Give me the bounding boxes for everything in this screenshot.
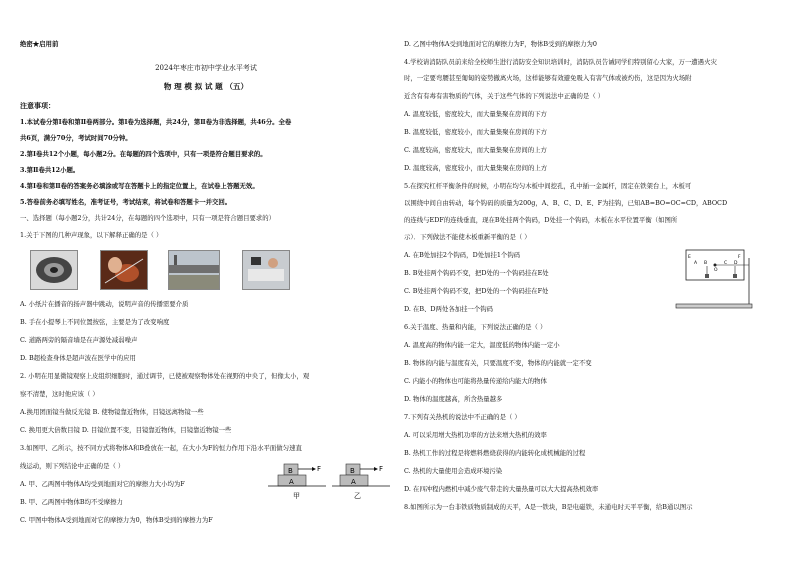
- q5-stem: 5.在探究杠杆平衡条件的时候，小明在均匀木板中间挖孔，孔中插一金属杆，固定在铁架台上，木板可: [404, 182, 692, 190]
- hook-label: D: [734, 261, 738, 266]
- q3-stem: 3.如图甲、乙所示，按不同方式将物体A和B叠放在一起，在大小为F的恒力作用下沿水平面做匀速直: [20, 444, 302, 452]
- q1-option-b: B. 手在小提琴上不同位置按弦，主要是为了改变响度: [20, 318, 170, 326]
- q5-stem: 以围绕中间自由转动，每个钩码的质量为200g，A、B、C、D、E、F为挂钩，已知AB=BO=OC=CD，ABOCD: [404, 199, 728, 207]
- q3-block-figure: [268, 458, 392, 502]
- label-jia: 甲: [293, 492, 300, 500]
- q1-option-c: C. 道路两旁的隔音墙是在声源处减弱噪声: [20, 336, 138, 344]
- q1-option-a: A. 小纸片在播音的扬声器中跳动，说明声音的传播需要介质: [20, 300, 189, 308]
- figure-yi: [332, 464, 390, 500]
- q3-option-d: D. 乙图中物体A受到地面对它的摩擦力为F，物体B受到的摩擦力为0: [404, 40, 597, 48]
- q4-stem: 4.学校请消防队员前来给全校师生进行消防安全知识培训时，消防队员告诫同学们特别留心大家，万一遭遇火灾: [404, 58, 717, 66]
- notes-heading: 注意事项：: [20, 101, 55, 110]
- q4-option-c: C. 温度较高，密度较大，而大量集聚在房间的上方: [404, 146, 547, 154]
- hook-label: B: [704, 261, 708, 266]
- q5-option-a: A. 在B处加挂2个钩码，D处加挂1个钩码: [404, 251, 521, 259]
- q3-option-b: B. 甲、乙两图中物体B均不受摩擦力: [20, 498, 123, 506]
- label-b: B: [288, 467, 293, 475]
- q6-option-a: A. 温度高的物体内能一定大，温度低的物体内能一定小: [404, 341, 560, 349]
- q2-stem: 2. 小明在用显微镜观察上皮组织细胞时，通过调节，已使被观察物体处在视野的中央了，但像太小，观: [20, 372, 310, 380]
- q6-option-c: C. 内能小的物体也可能将热量传递给内能大的物体: [404, 377, 547, 385]
- q4-option-d: D. 温度较高，密度较小，而大量集聚在房间的上方: [404, 164, 548, 172]
- q7-option-a: A. 可以采用增大热机功率的方法来增大热机的效率: [404, 431, 547, 439]
- note-line: 2.第Ⅰ卷共12个小题，每小题2分。在每题的四个选项中，只有一项是符合题目要求的。: [20, 150, 267, 158]
- q4-option-a: A. 温度较低，密度较大，而大量集聚在房间的下方: [404, 110, 547, 118]
- label-f: F: [379, 465, 384, 473]
- q5-option-d: D. 在B、D两处各加挂一个钩码: [404, 305, 494, 313]
- q5-option-b: B. B处挂两个钩码不变，把D处的一个钩码挂在E处: [404, 269, 549, 277]
- q3-option-c: C. 甲图中物体A受到地面对它的摩擦力为0，物体B受到的摩擦力为F: [20, 516, 213, 524]
- note-line: 4.第Ⅰ卷和第Ⅱ卷的答案务必填涂或写在答题卡上的指定位置上，在试卷上答题无效。: [20, 182, 259, 190]
- paper-title: 物 理 模 拟 试 题 （五）: [163, 82, 249, 91]
- q4-stem: 近含有有毒有害物质的气体，关于这些气体的下列说法中正确的是（ ）: [404, 92, 605, 100]
- q4-option-b: B. 温度较低，密度较小，而大量集聚在房间的下方: [404, 128, 547, 136]
- q5-lever-figure: [674, 244, 754, 312]
- label-a: A: [351, 478, 356, 486]
- speaker-photo: [30, 250, 78, 290]
- q4-stem: 时，一定要弯腰甚至匍匐的姿势撤离火场，这样能够有效避免吸入有害气体或被灼伤，这是因为火场附: [404, 74, 692, 82]
- label-b: B: [350, 467, 355, 475]
- q7-option-d: D. 在四冲程内燃机中减少废气带走的大量热量可以大大提高热机效率: [404, 485, 599, 493]
- hook-label: O: [714, 268, 718, 273]
- q7-stem: 7.下列有关热机的说法中不正确的是（ ）: [404, 413, 521, 421]
- q3-option-a: A. 甲、乙两图中物体A均受到地面对它的摩擦力大小均为F: [20, 480, 185, 488]
- hook-label: C: [724, 261, 728, 266]
- hook-label: F: [738, 255, 741, 260]
- q2-option-cd: C. 换用更大倍数目镜 D. 目镜位置不变，目镜靠近物体，目镜靠近物镜一些: [20, 426, 232, 434]
- q6-option-d: D. 物体的温度越高，所含热量越多: [404, 395, 503, 403]
- figure-jia: [268, 464, 326, 500]
- q8-stem: 8.如图所示为一台非铁质物质制成的天平，A是一铁块，B是电磁铁，未通电时天平平衡，给B通以图示: [404, 503, 693, 511]
- q6-option-b: B. 物体的内能与温度有关，只要温度不变，物体的内能就一定不变: [404, 359, 592, 367]
- violin-photo: [100, 250, 148, 290]
- exam-name: 2024年枣庄市初中学业水平考试: [155, 64, 257, 72]
- section-heading: 一、选择题（每小题2分，共计24分，在每题的四个选项中，只有一项是符合题目要求的）: [20, 214, 276, 222]
- note-line: 1.本试卷分第Ⅰ卷和第Ⅱ卷两部分。第Ⅰ卷为选择题，共24分，第Ⅱ卷为非选择题，共46分。全卷: [20, 118, 292, 126]
- q6-stem: 6.关于温度、热量和内能，下列说法正确的是（ ）: [404, 323, 547, 331]
- q5-stem: 的连线与EDF的连线垂直，现在B处挂两个钩码，D处挂一个钩码，木板在水平位置平衡（如图所: [404, 216, 678, 224]
- q5-stem: 示）．下列做法不能使木板重新平衡的是（ ）: [404, 233, 531, 241]
- note-line: 5.答卷前务必填写姓名，准考证号，考试结束，将试卷和答题卡一并交回。: [20, 198, 232, 206]
- q7-option-c: C. 热机的大量使用会造成环境污染: [404, 467, 503, 475]
- note-line: 共6页，满分70分，考试时间70分钟。: [20, 134, 132, 142]
- note-line: 3.第Ⅱ卷共12小题。: [20, 166, 80, 174]
- q1-stem: 1.关于下图的几种声现象，以下解释正确的是（ ）: [20, 231, 163, 239]
- q5-option-c: C. B处挂两个钩码不变，把D处的一个钩码挂在F处: [404, 287, 549, 295]
- sound-barrier-photo: [168, 250, 220, 290]
- secret-label: 绝密★启用前: [20, 40, 59, 48]
- label-f: F: [317, 465, 322, 473]
- hook-label: E: [688, 255, 691, 260]
- label-a: A: [289, 478, 294, 486]
- q2-option-ab: A.换用团面镜当做反光镜 B. 使物镜靠近物体，目镜远离物镜一些: [20, 408, 204, 416]
- label-yi: 乙: [354, 492, 361, 500]
- ultrasound-photo: [242, 250, 290, 290]
- hook-label: A: [694, 261, 698, 266]
- q7-option-b: B. 热机工作的过程是将燃料燃烧获得的内能转化成机械能的过程: [404, 449, 586, 457]
- q3-stem: 线运动，则下列结论中正确的是（ ）: [20, 462, 125, 470]
- q1-option-d: D. B超检查身体是超声波在医学中的应用: [20, 354, 136, 362]
- q2-stem: 察不清楚，这时他应该（ ）: [20, 390, 99, 398]
